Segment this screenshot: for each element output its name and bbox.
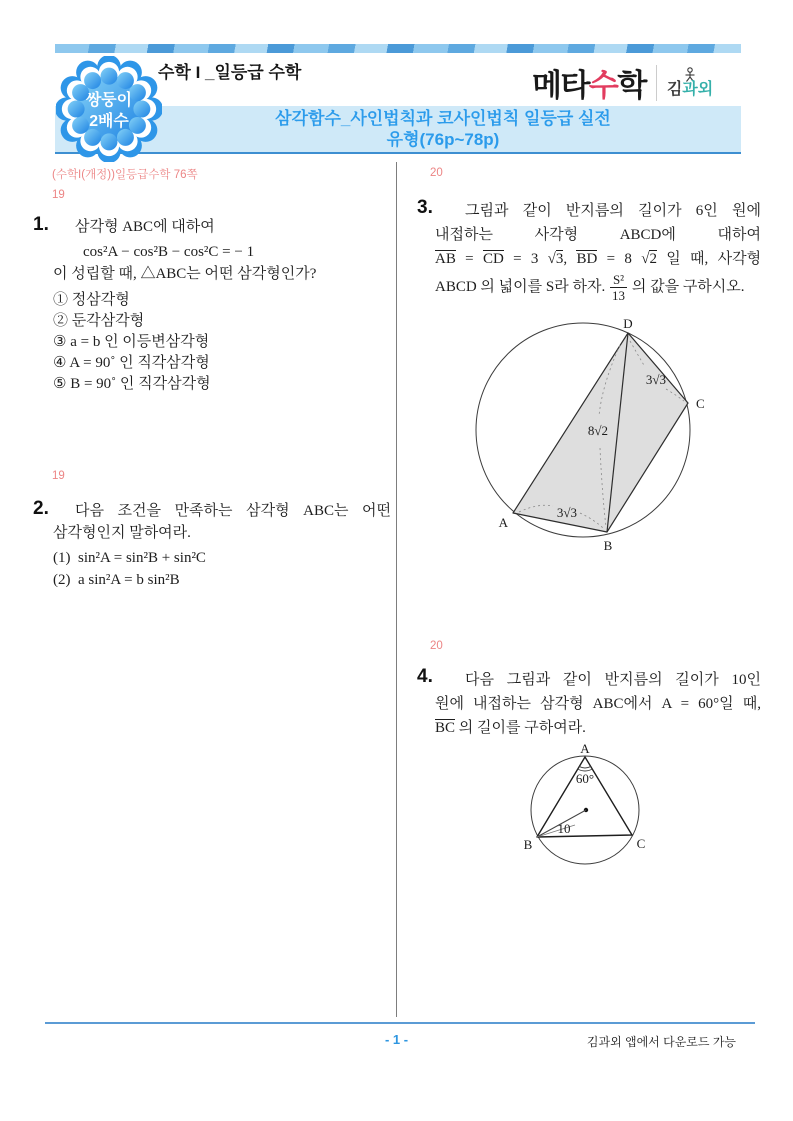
badge-text-line1: 쌍둥이 xyxy=(85,91,133,109)
page-number: - 1 - xyxy=(384,1032,409,1047)
problem-1-number: 1. xyxy=(33,214,49,235)
metamath-logo-accent: 수 xyxy=(588,68,618,103)
metamath-logo xyxy=(532,60,646,105)
p3-line4-post: 의 값을 구하시오. xyxy=(631,279,745,295)
p3-circle-diagram xyxy=(440,314,762,562)
p3-fraction-denominator: 13 xyxy=(612,288,626,303)
problem-2-number: 2. xyxy=(33,498,49,519)
footer-divider-line xyxy=(45,1022,755,1024)
p3-length-bd-label: 8√2 xyxy=(587,423,609,438)
problem-2-body xyxy=(33,500,391,591)
logo-divider xyxy=(656,65,657,101)
twin-badge-seal xyxy=(56,56,162,162)
p3-seg-rad1: 3 xyxy=(555,251,564,267)
p2-item2-label: (2) xyxy=(53,572,71,588)
p3-line1: 그림과 같이 반지름의 길이가 6인 원에 xyxy=(465,203,761,219)
tape-strip-decoration xyxy=(55,44,741,53)
p3-seg-eq3: = 8 √ xyxy=(606,251,650,267)
person-icon xyxy=(681,67,699,82)
p2-item2 xyxy=(53,569,391,591)
banner-line2: 유형(76p~78p) xyxy=(386,130,500,149)
p2-item1-math: sin²A = sin²B + sin²C xyxy=(78,550,206,566)
p2-tag: 19 xyxy=(52,470,65,482)
kimgwaoe-logo xyxy=(667,67,713,98)
p4-line3 xyxy=(435,716,761,740)
p3-line3 xyxy=(435,247,761,271)
kimgwaoe-logo-text2: 과외 xyxy=(682,81,714,98)
p2-line1: 다음 조건을 만족하는 삼각형 ABC는 어떤 xyxy=(75,503,391,519)
p4-triangle-abc xyxy=(537,757,632,837)
p3-line2: 내접하는 사각형 ABCD에 대하여 xyxy=(435,227,761,243)
p1-choice-3: ③ a = b 인 이등변삼각형 xyxy=(53,334,210,350)
p2-line2: 삼각형인지 말하여라. xyxy=(53,525,191,541)
metamath-logo-part1: 메타 xyxy=(532,68,589,103)
p3-seg-ab: AB xyxy=(435,251,456,267)
p3-seg-rad2: 2 xyxy=(649,251,657,267)
p3-tag: 20 xyxy=(430,167,443,179)
problem-3-number: 3. xyxy=(417,197,433,218)
chapter-banner-text xyxy=(175,108,711,150)
p1-intro: 삼각형 ABC에 대하여 xyxy=(75,219,215,235)
p3-vertex-a-label: A xyxy=(498,515,508,530)
p3-line4 xyxy=(435,273,761,302)
kimgwaoe-logo-text xyxy=(667,82,713,98)
problem-4 xyxy=(417,668,761,740)
p3-seg-comma: , xyxy=(563,251,568,267)
p3-fraction xyxy=(610,273,627,302)
p4-radius-label: 10 xyxy=(557,821,571,836)
p4-line3-tail: 의 길이를 구하여라. xyxy=(458,720,586,736)
p1-choice-5: ⑤ B = 90˚ 인 직각삼각형 xyxy=(53,376,211,392)
p3-seg-tail: 일 때, 사각형 xyxy=(666,251,762,267)
p3-vertex-b-label: B xyxy=(603,538,613,553)
p4-vertex-b-label: B xyxy=(523,837,533,852)
p1-equation: cos²A − cos²B − cos²C = − 1 xyxy=(83,244,255,260)
p2-items xyxy=(53,547,391,591)
p4-line2: 원에 내접하는 삼각형 ABC에서 A = 60°일 때, xyxy=(435,696,761,712)
problem-4-number: 4. xyxy=(417,666,433,687)
problem-1 xyxy=(33,216,391,395)
p3-fraction-numerator: S² xyxy=(610,273,627,288)
p2-item2-math: a sin²A = b sin²B xyxy=(78,572,180,588)
problem-3-body xyxy=(417,199,761,302)
p4-circle-diagram xyxy=(503,742,675,882)
p1-choice-4: ④ A = 90˚ 인 직각삼각형 xyxy=(53,355,210,371)
p4-seg-bc: BC xyxy=(435,720,456,736)
p4-vertex-a-label: A xyxy=(580,742,590,756)
course-title: 수학 I _일등급 수학 xyxy=(158,63,302,82)
p4-angle-label: 60° xyxy=(575,771,595,786)
p1-question: 이 성립할 때, △ABC는 어떤 삼각형인가? xyxy=(53,266,317,282)
problem-4-body xyxy=(417,668,761,740)
p3-length-dc-label: 3√3 xyxy=(645,372,667,387)
p1-tag: 19 xyxy=(52,189,65,201)
p4-line1: 다음 그림과 같이 반지름의 길이가 10인 xyxy=(465,672,761,688)
banner-line1: 삼각함수_사인법칙과 코사인법칙 일등급 실전 xyxy=(275,109,611,128)
p1-choice-2: ② 둔각삼각형 xyxy=(53,313,145,329)
p3-seg-eq1: = xyxy=(465,251,474,267)
footer-download-note: 김과외 앱에서 다운로드 가능 xyxy=(586,1035,736,1049)
p3-seg-eq2: = 3 √ xyxy=(513,251,556,267)
p3-line4-pre: ABCD 의 넓이를 S라 하자. xyxy=(435,279,606,295)
badge-text-line2: 2배수 xyxy=(89,112,129,130)
p3-seg-bd: BD xyxy=(576,251,598,267)
metamath-logo-part2: 학 xyxy=(617,68,646,103)
p3-length-ab-label: 3√3 xyxy=(556,505,578,520)
problem-3 xyxy=(417,199,761,302)
p1-choices xyxy=(53,290,391,395)
p3-seg-cd: CD xyxy=(482,251,504,267)
logo-group xyxy=(532,60,713,105)
p1-source-ref: (수학I(개정))일등급수학 76쪽 xyxy=(52,169,198,181)
kimgwaoe-logo-text1: 김 xyxy=(666,81,683,98)
problem-1-body xyxy=(33,216,391,395)
p4-vertex-c-label: C xyxy=(636,836,646,851)
p3-vertex-d-label: D xyxy=(623,316,633,331)
p2-item1-label: (1) xyxy=(53,550,71,566)
p3-vertex-c-label: C xyxy=(696,396,705,411)
p1-choice-1: ① 정삼각형 xyxy=(53,292,130,308)
problem-2 xyxy=(33,500,391,591)
column-divider xyxy=(396,162,397,1017)
p2-item1 xyxy=(53,547,391,569)
p4-tag: 20 xyxy=(430,640,443,652)
